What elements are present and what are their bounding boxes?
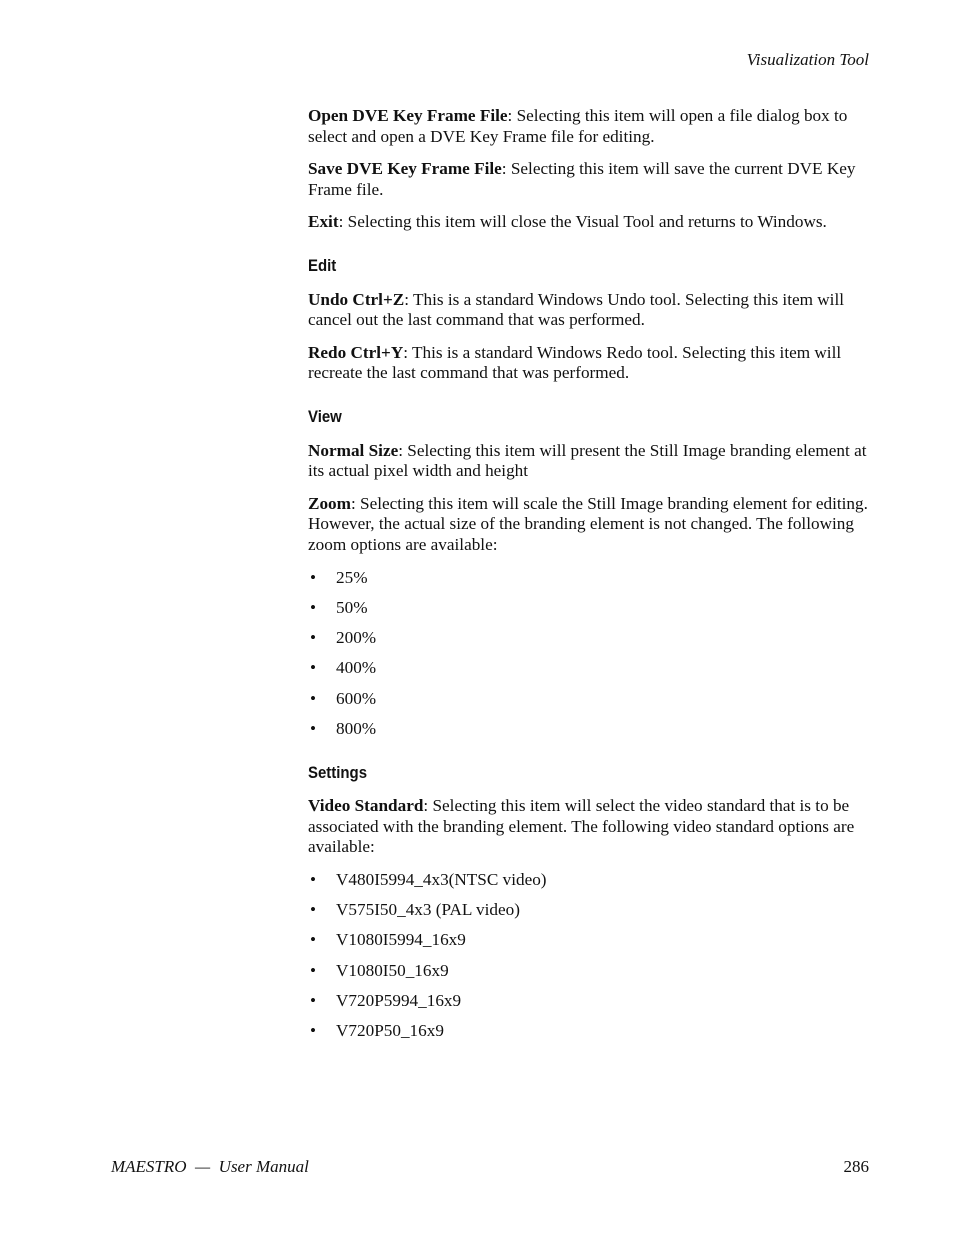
list-item xyxy=(308,870,872,891)
view-heading: View xyxy=(308,406,342,426)
entry-term: Exit xyxy=(308,212,339,232)
list-item xyxy=(308,930,872,951)
list-item-text: V480I5994_4x3(NTSC video) xyxy=(336,869,547,889)
footer-manual-title: MAESTRO — User Manual xyxy=(111,1157,309,1176)
list-item xyxy=(308,719,872,740)
entry-description: : Selecting this item will save the current DVE Key Frame file. xyxy=(308,159,856,199)
list-item-text: 50% xyxy=(336,597,368,617)
entry-description: : This is a standard Windows Redo tool. Selecting this item will recreate the last command that was performed. xyxy=(308,342,842,383)
bullet-icon: • xyxy=(310,930,317,950)
entry-term: Zoom xyxy=(308,493,351,513)
bullet-icon: • xyxy=(310,688,317,708)
list-item xyxy=(308,658,872,679)
list-item-text: V1080I5994_16x9 xyxy=(336,930,466,950)
list-item-text: 800% xyxy=(336,718,377,738)
list-item xyxy=(308,598,872,619)
open-dve-key-frame-file-entry xyxy=(308,106,872,147)
list-item-text: V720P5994_16x9 xyxy=(336,991,462,1010)
edit-heading: Edit xyxy=(308,255,337,275)
list-item xyxy=(308,991,872,1012)
entry-description: : Selecting this item will select the video standard that is to be associated with the branding element. The following video standard options are available: xyxy=(308,796,855,857)
zoom-options-list xyxy=(308,568,872,740)
undo-entry xyxy=(308,290,872,331)
list-item-text: 600% xyxy=(336,688,377,708)
list-item-text: V1080I50_16x9 xyxy=(336,960,449,980)
bullet-icon: • xyxy=(310,960,317,980)
bullet-icon: • xyxy=(310,1021,317,1041)
running-header: Visualization Tool xyxy=(746,50,869,69)
entry-description: : This is a standard Windows Undo tool. Selecting this item will cancel out the last command that was performed. xyxy=(308,289,845,330)
entry-term: Open DVE Key Frame File xyxy=(308,106,508,125)
list-item xyxy=(308,900,872,921)
entry-term: Undo Ctrl+Z xyxy=(308,289,405,309)
list-item xyxy=(308,689,872,710)
list-item xyxy=(308,1021,872,1042)
entry-term: Redo Ctrl+Y xyxy=(308,342,404,362)
list-item xyxy=(308,568,872,589)
video-standard-entry xyxy=(308,796,872,858)
list-item xyxy=(308,961,872,982)
bullet-icon: • xyxy=(310,628,317,648)
entry-term: Normal Size xyxy=(308,440,399,460)
video-standard-options-list xyxy=(308,870,872,1042)
redo-entry xyxy=(308,343,872,384)
bullet-icon: • xyxy=(310,869,317,889)
page-number: 286 xyxy=(843,1157,869,1176)
entry-term: Save DVE Key Frame File xyxy=(308,159,502,179)
exit-entry xyxy=(308,212,872,233)
bullet-icon: • xyxy=(310,991,317,1010)
bullet-icon: • xyxy=(310,900,317,920)
zoom-entry xyxy=(308,494,872,556)
bullet-icon: • xyxy=(310,658,317,678)
bullet-icon: • xyxy=(310,718,317,738)
entry-description: : Selecting this item will close the Visual Tool and returns to Windows. xyxy=(338,212,827,232)
list-item-text: 200% xyxy=(336,628,377,648)
entry-description: : Selecting this item will scale the Still Image branding element for editing. However, the actual size of the branding element is not changed. The following zoom options are available: xyxy=(308,493,868,554)
entry-description: : Selecting this item will present the Still Image branding element at its actual pixel width and height xyxy=(308,440,867,481)
list-item-text: 400% xyxy=(336,658,377,678)
list-item xyxy=(308,628,872,649)
list-item-text: V575I50_4x3 (PAL video) xyxy=(336,900,520,920)
page-content xyxy=(308,106,872,1052)
entry-description: : Selecting this item will open a file dialog box to select and open a DVE Key Frame file for editing. xyxy=(308,106,848,146)
entry-term: Video Standard xyxy=(308,796,424,816)
save-dve-key-frame-file-entry xyxy=(308,159,872,200)
bullet-icon: • xyxy=(310,597,317,617)
list-item-text: 25% xyxy=(336,567,368,587)
list-item-text: V720P50_16x9 xyxy=(336,1021,444,1041)
settings-heading: Settings xyxy=(308,762,368,782)
normal-size-entry xyxy=(308,441,872,482)
bullet-icon: • xyxy=(310,567,317,587)
